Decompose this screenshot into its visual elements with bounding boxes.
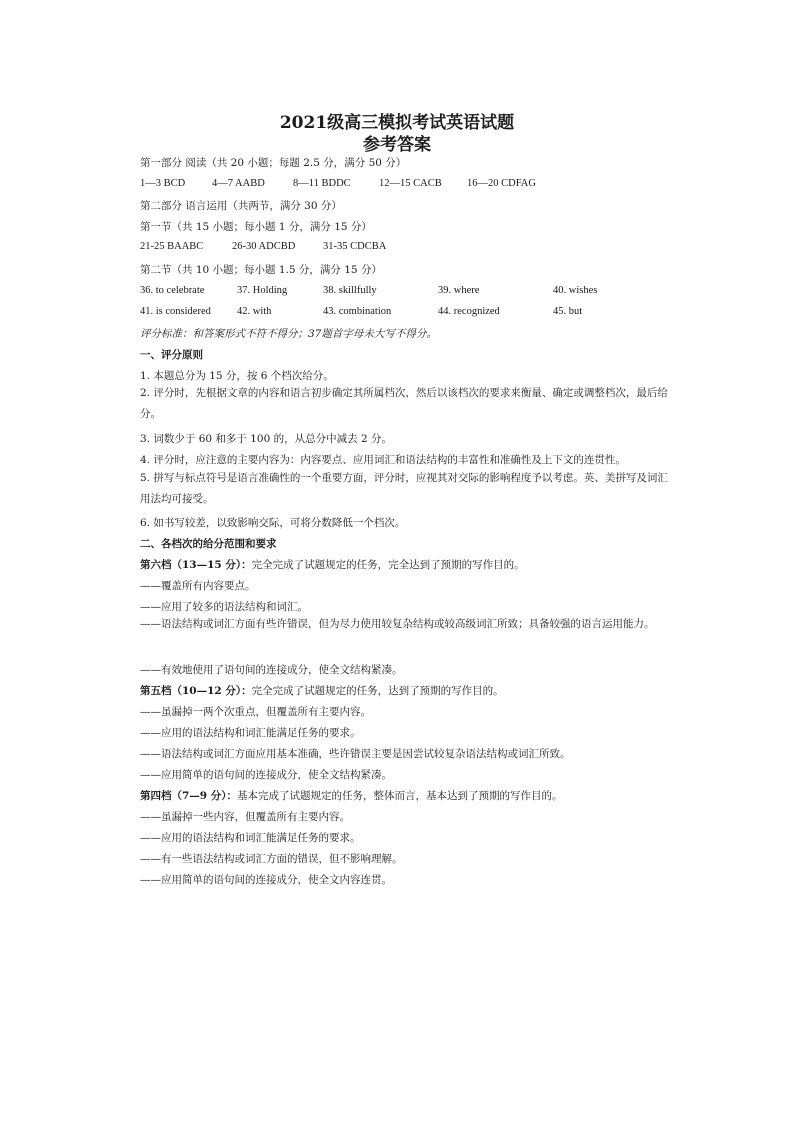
level6-label: 第六档（13—15 分）： xyxy=(140,559,252,571)
answer-group: 4—7 AABD xyxy=(212,178,265,189)
part1-heading: 第一部分 阅读（共 20 小题；每题 2.5 分，满分 50 分） xyxy=(140,157,407,169)
principle-item: 3. 词数少于 60 和多于 100 的，从总分中减去 2 分。 xyxy=(140,433,392,445)
level6-point: ——语法结构或词汇方面有些许错误，但为尽力使用较复杂结构或较高级词汇所致；具备较强的语言运用能力。 xyxy=(140,618,655,630)
answer-item: 43. combination xyxy=(323,306,392,317)
answer-item: 39. where xyxy=(438,285,480,296)
level5-title xyxy=(140,684,504,698)
exam-title: 2021级高三模拟考试英语试题 xyxy=(279,113,515,133)
level4-label: 第四档（7—9 分）： xyxy=(140,790,238,802)
level5-point: ——语法结构或词汇方面应用基本准确，些许错误主要是因尝试较复杂语法结构或词汇所致。 xyxy=(140,748,571,760)
level6-point: ——覆盖所有内容要点。 xyxy=(140,580,256,592)
exam-subtitle: 参考答案 xyxy=(363,135,431,155)
level4-desc: 基本完成了试题规定的任务，整体而言，基本达到了预期的写作目的。 xyxy=(237,790,563,802)
answer-item: 40. wishes xyxy=(553,285,598,296)
principle-item: 5. 拼写与标点符号是语言准确性的一个重要方面，评分时，应视其对交际的影响程度予以考虑。英、美拼写及词汇用法均可接受。 xyxy=(140,472,668,505)
answer-group: 21-25 BAABC xyxy=(140,241,204,252)
level4-point: ——有一些语法结构或词汇方面的错误，但不影响理解。 xyxy=(140,853,403,865)
level4-point: ——应用简单的语句间的连接成分，使全文内容连贯。 xyxy=(140,874,392,886)
answer-group: 12—15 CACB xyxy=(379,178,442,189)
principles-heading: 一、评分原则 xyxy=(140,349,203,361)
level6-desc: 完全完成了试题规定的任务，完全达到了预期的写作目的。 xyxy=(251,559,525,571)
answer-item: 37. Holding xyxy=(237,285,288,296)
level4-title xyxy=(140,789,563,803)
answer-group: 16—20 CDFAG xyxy=(467,178,536,189)
level6-title xyxy=(140,558,525,572)
section1-heading: 第一节（共 15 小题；每小题 1 分，满分 15 分） xyxy=(140,221,372,233)
answer-item: 44. recognized xyxy=(438,306,500,317)
principle-item: 2. 评分时，先根据文章的内容和语言初步确定其所属档次，然后以该档次的要求来衡量、确定或调整档次，最后给分。 xyxy=(140,387,668,420)
principle-item: 6. 如书写较差，以致影响交际，可将分数降低一个档次。 xyxy=(140,517,406,529)
answer-group: 1—3 BCD xyxy=(140,178,186,189)
answer-item: 41. is considered xyxy=(140,306,211,317)
principle-item: 1. 本题总分为 15 分，按 6 个档次给分。 xyxy=(140,370,334,382)
part2-heading: 第二部分 语言运用（共两节，满分 30 分） xyxy=(140,200,342,212)
answer-group: 26-30 ADCBD xyxy=(232,241,296,252)
answer-item: 42. with xyxy=(237,306,272,317)
answer-item: 36. to celebrate xyxy=(140,285,205,296)
answer-group: 8—11 BDDC xyxy=(293,178,351,189)
level6-point: ——有效地使用了语句间的连接成分，使全文结构紧凑。 xyxy=(140,664,403,676)
principle-item: 4. 评分时，应注意的主要内容为：内容要点、应用词汇和语法结构的丰富性和准确性及上下文的连贯性。 xyxy=(140,454,626,466)
level4-point: ——应用的语法结构和词汇能满足任务的要求。 xyxy=(140,832,361,844)
answer-item: 38. skillfully xyxy=(323,285,377,296)
scoring-note: 评分标准：和答案形式不符不得分；37题首字母未大写不得分。 xyxy=(140,328,437,340)
level5-point: ——应用的语法结构和词汇能满足任务的要求。 xyxy=(140,727,361,739)
level6-point: ——应用了较多的语法结构和词汇。 xyxy=(140,601,308,613)
level4-point: ——虽漏掉一些内容，但覆盖所有主要内容。 xyxy=(140,811,350,823)
answer-item: 45. but xyxy=(553,306,583,317)
answer-group: 31-35 CDCBA xyxy=(323,241,387,252)
section2-heading: 第二节（共 10 小题；每小题 1.5 分，满分 15 分） xyxy=(140,264,382,276)
level5-label: 第五档（10—12 分）： xyxy=(140,685,252,697)
levels-heading: 二、各档次的给分范围和要求 xyxy=(140,538,277,550)
level5-point: ——虽漏掉一两个次重点，但覆盖所有主要内容。 xyxy=(140,706,371,718)
level5-point: ——应用简单的语句间的连接成分，使全文结构紧凑。 xyxy=(140,769,392,781)
level5-desc: 完全完成了试题规定的任务，达到了预期的写作目的。 xyxy=(251,685,504,697)
